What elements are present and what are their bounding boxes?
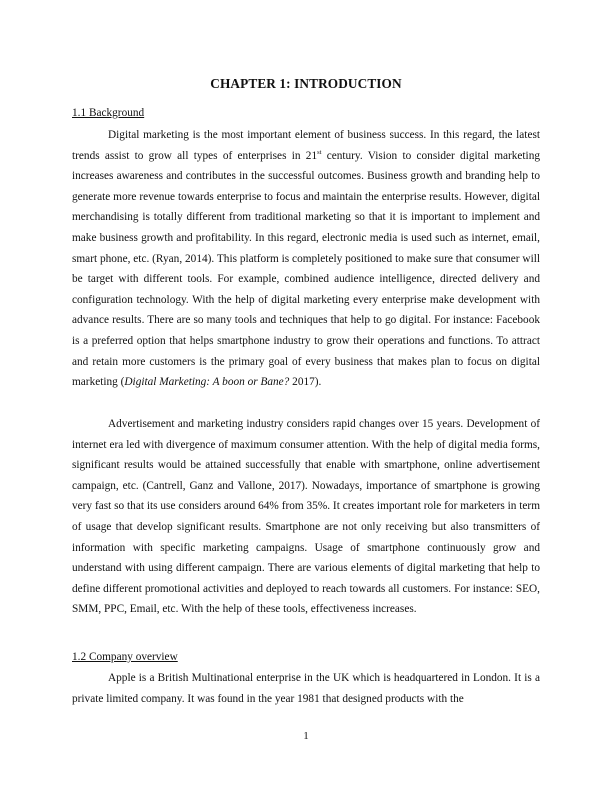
section-heading-background: 1.1 Background <box>72 107 145 119</box>
page-number: 1 <box>303 730 309 742</box>
citation-title: Digital Marketing: A boon or Bane? <box>124 376 290 389</box>
paragraph-text: Digital marketing is the most important element of business success. In this regard, the latest trends assist to grow all types of enterprises in 21 <box>72 129 540 162</box>
paragraph-text: 2017). <box>289 376 322 389</box>
chapter-title: CHAPTER 1: INTRODUCTION <box>210 76 402 91</box>
ordinal-superscript: st <box>317 148 322 156</box>
background-paragraph-2: Advertisement and marketing industry considers rapid changes over 15 years. Development of internet era led with divergence of maximum consumer attention. With the help of digital media forms, significant results would be attained successfully that enable with smartphone, online advertisement campaign, etc. (Cantrell, Ganz and Vallone, 2017). Nowadays, importance of smartphone is growing very fast so that its use considers around 64% from 35%. It creates important role for marketers in term of usage that develop significant results. Smartphone are not only receiving but also transmitters of information with specific marketing campaigns. Usage of smartphone continuously grow and understand with using different campaign. There are various elements of digital marketing that help to define different promotional activities and deployed to reach towards all customers. For instance: SEO, SMM, PPC, Email, etc. With the help of these tools, effectiveness increases. <box>72 418 540 616</box>
paragraph-text: century. Vision to consider digital marketing increases awareness and contributes in the successful outcomes. Business growth and branding help to generate more revenue towards enterprise to focus and maintain the enterprise results. However, digital merchandising is totally different from traditional marketing so that it is important to implement and make business growth and profitability. In this regard, electronic media is used such as internet, email, smart phone, etc. (Ryan, 2014). This platform is completely positioned to make sure that consumer will be target with different tools. For example, combined audience intelligence, directed delivery and configuration technology. With the help of digital marketing every enterprise make development with advance results. There are so many tools and techniques that help to go digital. For instance: Facebook is a preferred option that helps smartphone industry to grow their operations and functions. To attract and retain more customers is the primary goal of every business that makes plan to focus on digital marketing ( <box>72 149 540 389</box>
section-heading-company-overview: 1.2 Company overview <box>72 651 178 663</box>
background-paragraph-1 <box>72 125 540 393</box>
company-overview-paragraph: Apple is a British Multinational enterprise in the UK which is headquartered in London. It is a private limited company. It was found in the year 1981 that designed products with the <box>72 672 540 705</box>
